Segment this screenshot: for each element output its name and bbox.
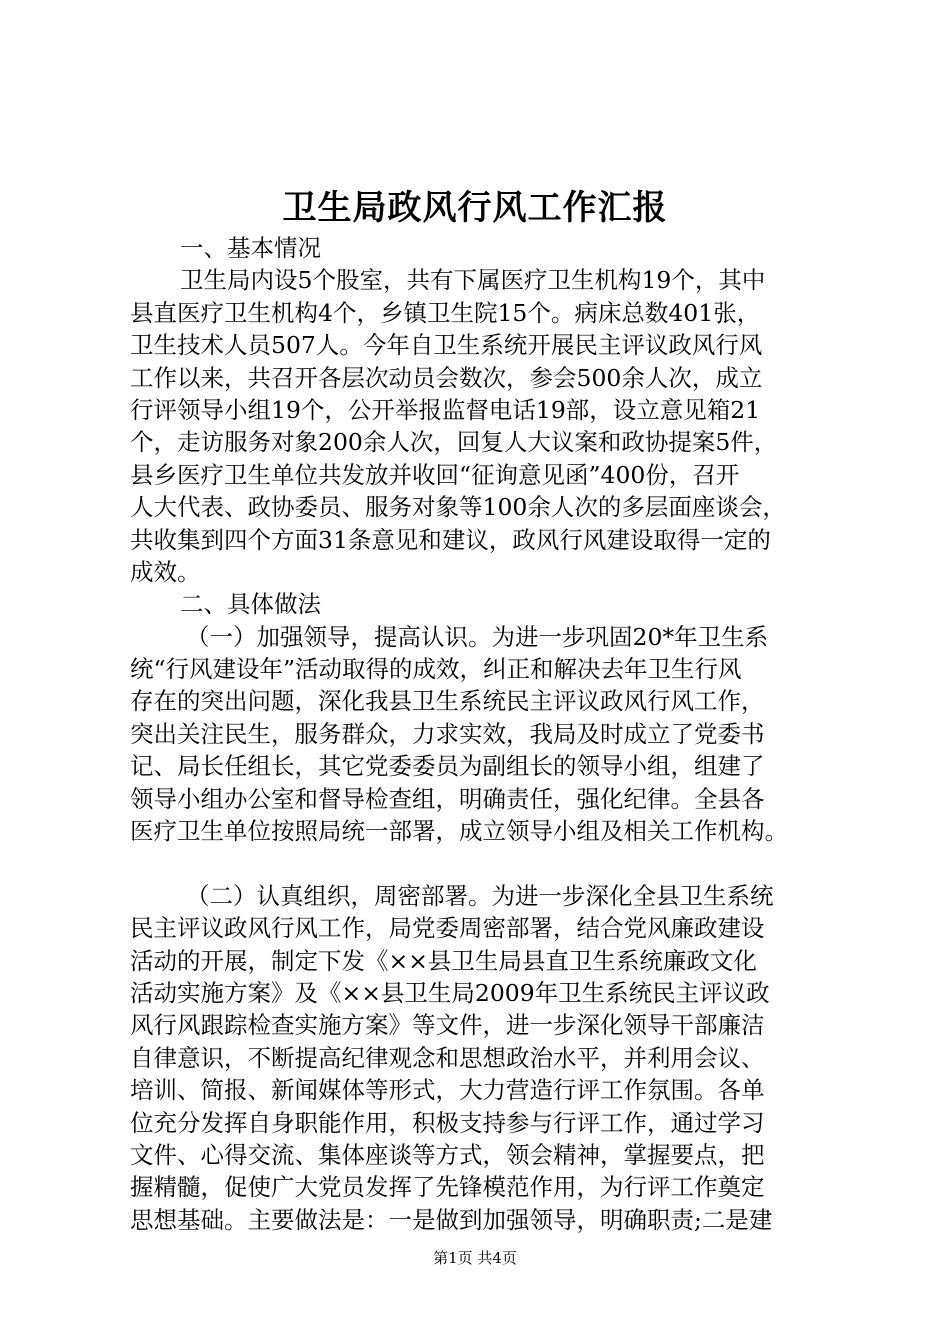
paragraph-line: 握精髓，促使广大党员发挥了先锋模范作用，为行评工作奠定 bbox=[130, 1173, 765, 1202]
paragraph-line: 存在的突出问题，深化我县卫生系统民主评议政风行风工作， bbox=[130, 687, 765, 716]
document-title: 卫生局政风行风工作汇报 bbox=[282, 188, 668, 228]
paragraph-line: （一）加强领导，提高认识。为进一步巩固20*年卫生系 bbox=[186, 622, 769, 651]
page-number-footer: 第1页 共4页 bbox=[433, 1249, 517, 1267]
section-heading-basic-situation: 一、基本情况 bbox=[180, 234, 321, 262]
paragraph-line: 领导小组办公室和督导检查组，明确责任，强化纪律。全县各 bbox=[130, 784, 765, 813]
paragraph-line: 县乡医疗卫生单位共发放并收回“征询意见函”400份，召开 bbox=[130, 460, 740, 489]
paragraph-gap bbox=[130, 847, 842, 879]
paragraph-line: 民主评议政风行风工作，局党委周密部署，结合党风廉政建设 bbox=[130, 914, 765, 943]
paragraph-line: 思想基础。主要做法是：一是做到加强领导，明确职责;二是建 bbox=[130, 1205, 773, 1234]
paragraph-line: 培训、简报、新闻媒体等形式，大力营造行评工作氛围。各单 bbox=[130, 1076, 765, 1105]
paragraph-line: 工作以来，共召开各层次动员会数次，参会500余人次，成立 bbox=[130, 363, 763, 392]
paragraph-line: 行评领导小组19个，公开举报监督电话19部，设立意见箱21 bbox=[130, 395, 761, 424]
paragraph-line: 卫生局内设5个股室，共有下属医疗卫生机构19个，其中 bbox=[180, 266, 766, 295]
paragraph-line: 卫生技术人员507人。今年自卫生系统开展民主评议政风行风 bbox=[130, 331, 763, 360]
paragraph-line: 活动实施方案》及《××县卫生局2009年卫生系统民主评议政 bbox=[130, 978, 770, 1007]
paragraph-line: 共收集到四个方面31条意见和建议，政风行风建设取得一定的 bbox=[130, 525, 771, 554]
paragraph-line: 突出关注民生，服务群众，力求实效，我局及时成立了党委书 bbox=[130, 719, 765, 748]
paragraph-line: 自律意识，不断提高纪律观念和思想政治水平，并利用会议、 bbox=[130, 1043, 765, 1072]
document-body bbox=[130, 232, 842, 1236]
paragraph-line: 活动的开展，制定下发《××县卫生局县直卫生系统廉政文化 bbox=[130, 946, 757, 975]
paragraph-line: 成效。 bbox=[130, 557, 201, 586]
paragraph-line: （二）认真组织，周密部署。为进一步深化全县卫生系统 bbox=[186, 881, 774, 910]
paragraph-line: 记、局长任组长，其它党委委员为副组长的领导小组，组建了 bbox=[130, 752, 765, 781]
paragraph-line: 位充分发挥自身职能作用，积极支持参与行评工作，通过学习 bbox=[130, 1108, 765, 1137]
paragraph-line: 县直医疗卫生机构4个，乡镇卫生院15个。病床总数401张， bbox=[130, 298, 761, 327]
paragraph-line: 文件、心得交流、集体座谈等方式，领会精神，掌握要点，把 bbox=[130, 1140, 765, 1169]
paragraph-line: 人大代表、政协委员、服务对象等100余人次的多层面座谈会， bbox=[130, 493, 786, 522]
paragraph-line: 风行风跟踪检查实施方案》等文件，进一步深化领导干部廉洁 bbox=[130, 1011, 765, 1040]
section-heading-specific-measures: 二、具体做法 bbox=[180, 590, 321, 619]
paragraph-line: 统“行风建设年”活动取得的成效，纠正和解决去年卫生行风 bbox=[130, 655, 742, 684]
paragraph-line: 医疗卫生单位按照局统一部署，成立领导小组及相关工作机构。 bbox=[130, 817, 788, 846]
paragraph-line: 个，走访服务对象200余人次，回复人大议案和政协提案5件， bbox=[130, 428, 778, 457]
